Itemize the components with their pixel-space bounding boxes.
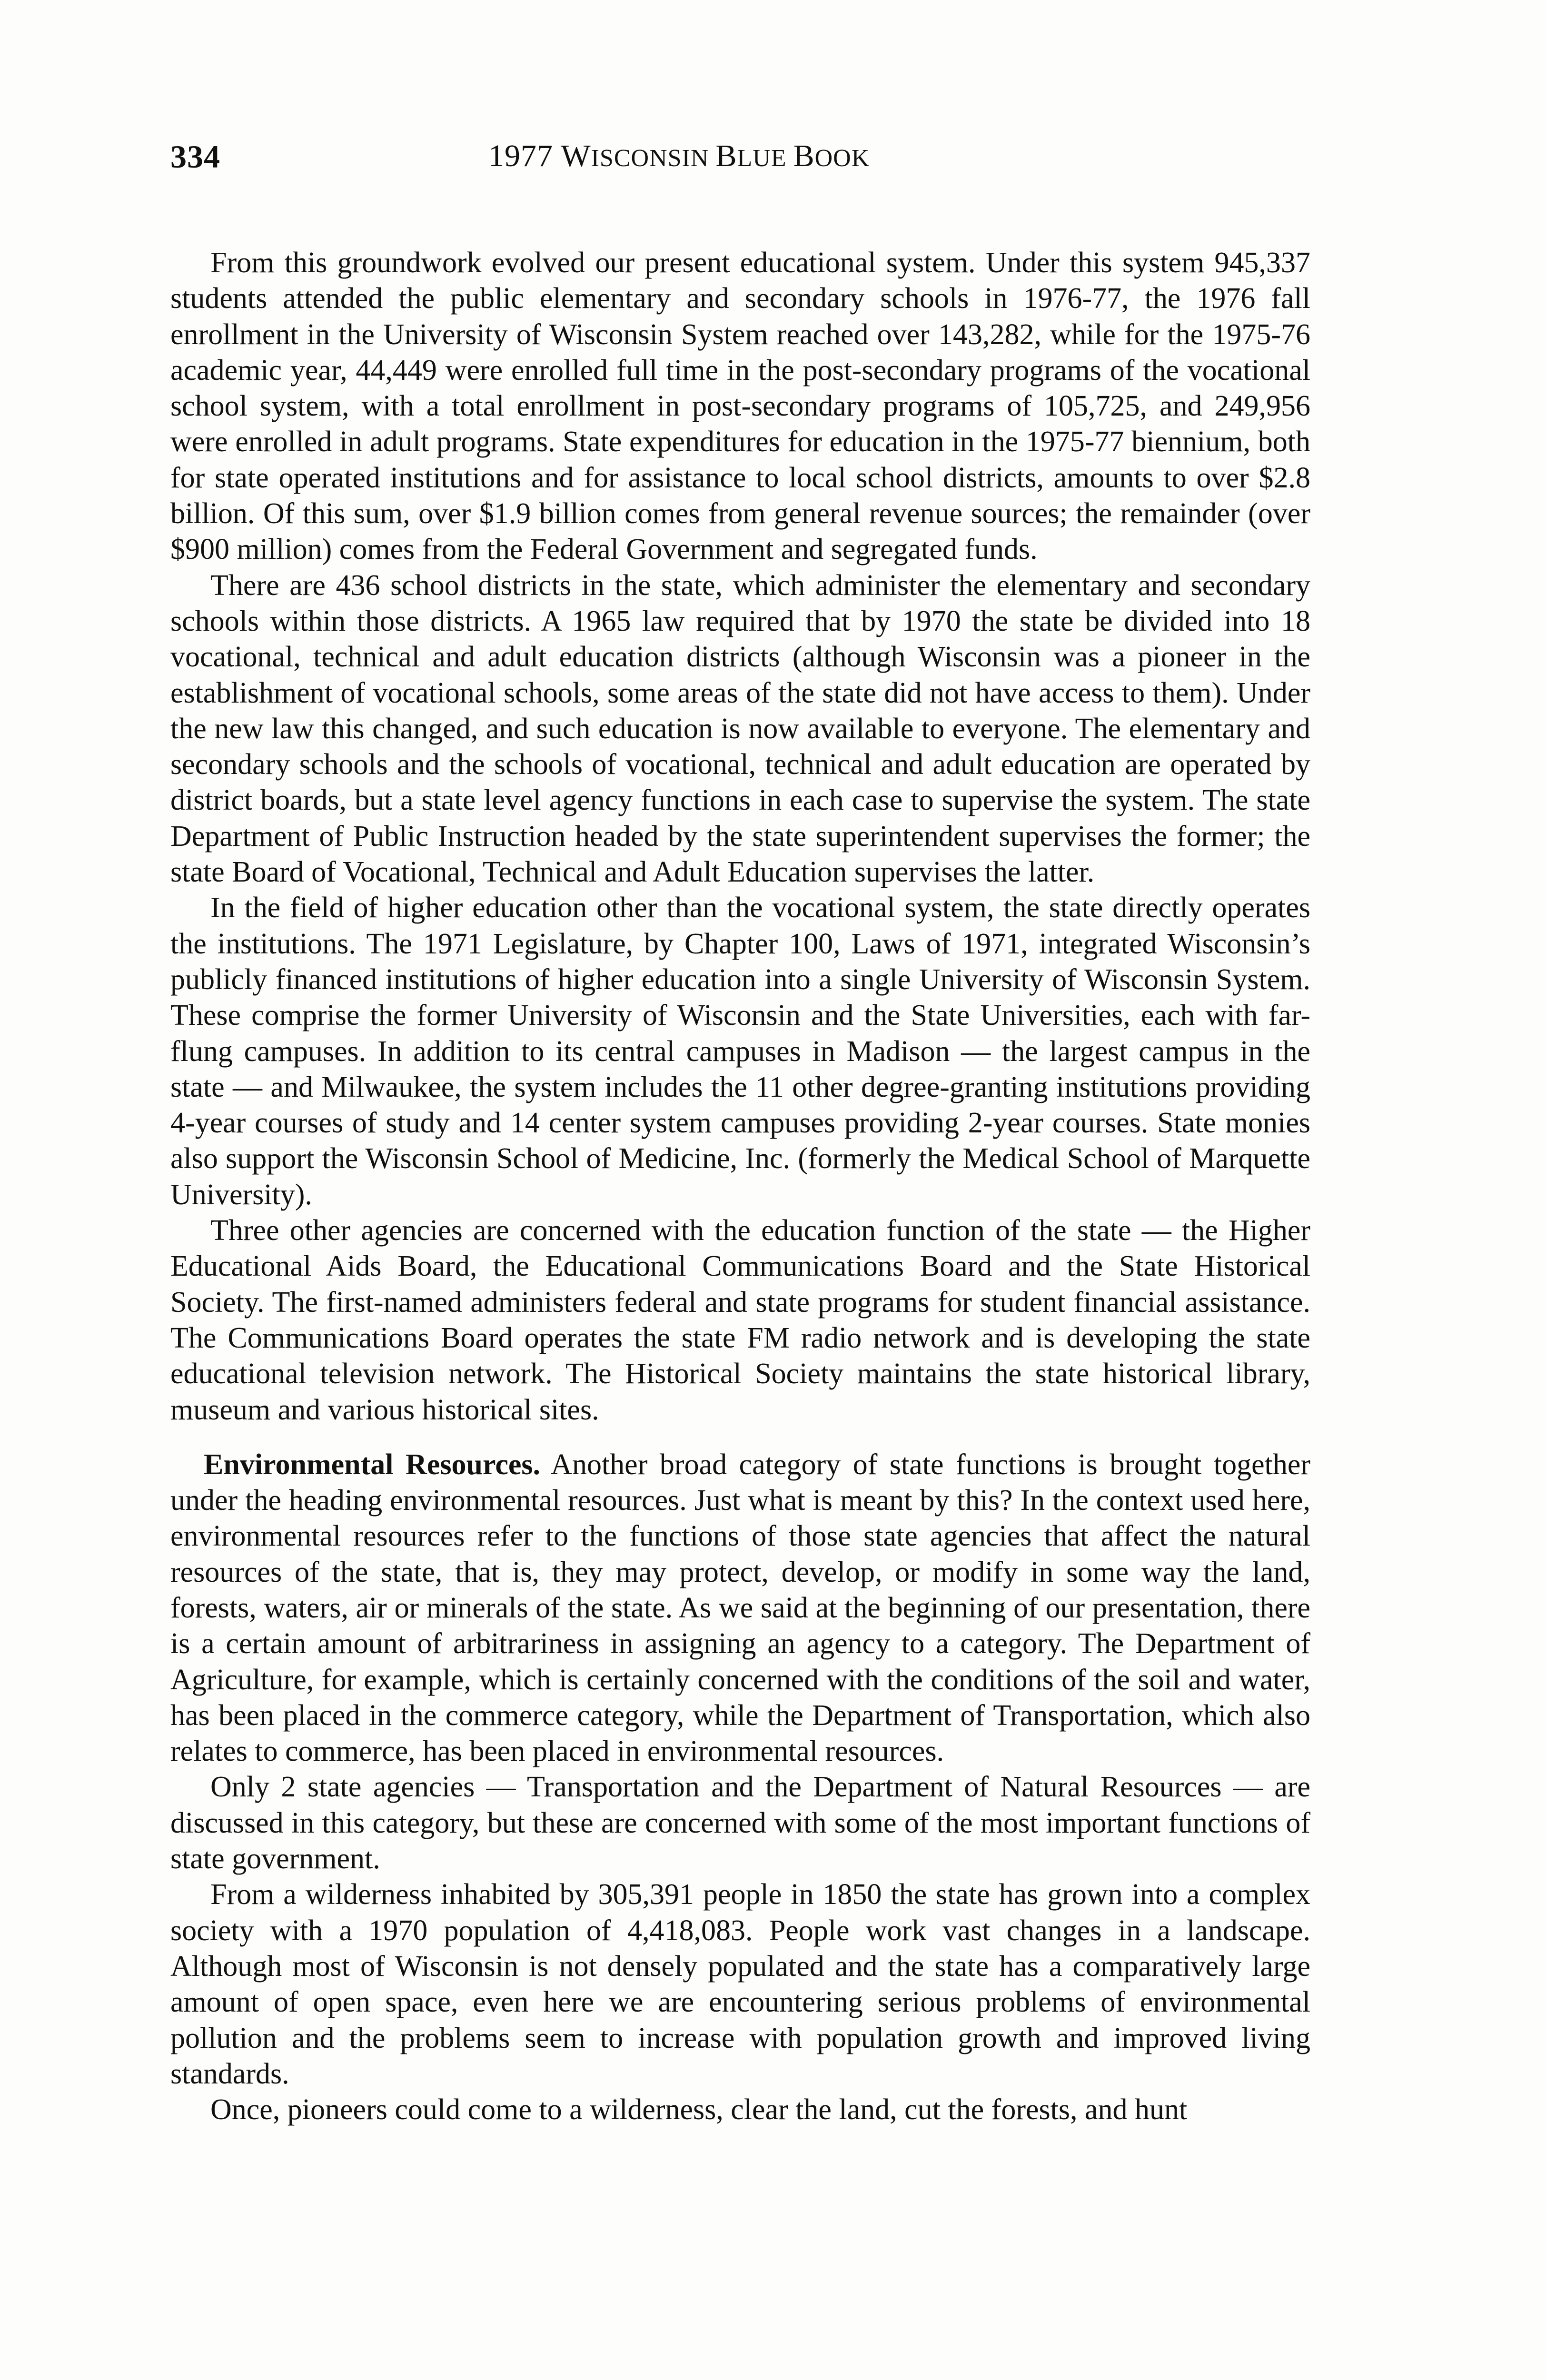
section-intro-text: Another broad category of state functions is brought together under the heading environmental resources. Just what is meant by this? In the context used here, environmental resources refer to the functions of those state agencies that affect the natural resources of the state, that is, they may protect, develop, or modify in some way the land, forests, waters, air or minerals of the state. As we said at the beginning of our presentation, there is a certain amount of arbitrariness in assigning an agency to a category. The Department of Agriculture, for example, which is certainly concerned with the conditions of the soil and water, has been placed in the commerce category, while the Department of Transportation, which also relates to commerce, has been placed in environmental resources. bbox=[170, 1448, 1310, 1768]
paragraph: Only 2 state agencies — Transportation and the Department of Natural Resources — are discussed in this category, but these are concerned with some of the most important functions of state government. bbox=[170, 1771, 1310, 1875]
paragraph: In the field of higher education other than the vocational system, the state directly operates the institutions. The 1971 Legislature, by Chapter 100, Laws of 1971, integrated Wisconsin’s publicly financed institutions of higher education into a single University of Wisconsin System. These comprise the former University of Wisconsin and the State Universities, each with far-flung campuses. In addition to its central campuses in Madison — the largest campus in the state — and Milwaukee, the system includes the 11 other degree-granting institutions providing 4-year courses of study and 14 center system campuses providing 2-year courses. State monies also support the Wisconsin School of Medicine, Inc. (formerly the Medical School of Marquette University). bbox=[170, 892, 1310, 1211]
title-year: 1977 bbox=[488, 139, 561, 173]
paragraph: From this groundwork evolved our present educational system. Under this system 945,337 students attended the public elementary and secondary schools in 1976-77, the 1976 fall enrollment in the University of Wisconsin System reached over 143,282, while for the 1975-76 academic year, 44,449 were enrolled full time in the post-secondary programs of the vocational school system, with a total enrollment in post-secondary programs of 105,725, and 249,956 were enrolled in adult programs. State expenditures for education in the 1975-77 biennium, both for state operated institutions and for assistance to local school districts, amounts to over $2.8 billion. Of this sum, over $1.9 billion comes from general revenue sources; the remainder (over $900 million) comes from the Federal Government and segregated funds. bbox=[170, 247, 1310, 566]
paragraph: From a wilderness inhabited by 305,391 people in 1850 the state has grown into a complex society with a 1970 population of 4,418,083. People work vast changes in a landscape. Although most of Wisconsin is not densely populated and the state has a comparatively large amount of open space, even here we are encountering serious problems of environmental pollution and the problems seem to increase with population growth and improved living standards. bbox=[170, 1878, 1310, 2090]
paragraph: Three other agencies are concerned with the education function of the state — the Higher Educational Aids Board, the Educational Communications Board and the State Historical Society. The first-named administers federal and state programs for student financial assistance. The Communications Board operates the state FM radio network and is developing the state educational television network. The Historical Society maintains the state historical library, museum and various historical sites. bbox=[170, 1214, 1310, 1426]
page-number: 334 bbox=[170, 139, 220, 175]
title-lue: LUE bbox=[737, 145, 793, 172]
paragraph: There are 436 school districts in the state, which administer the elementary and secondary schools within those districts. A 1965 law required that by 1970 the state be divided into 18 vocational, technical and adult education districts (although Wisconsin was a pioneer in the establishment of vocational schools, some areas of the state did not have access to them). Under the new law this changed, and such education is now available to everyone. The elementary and secondary schools and the schools of vocational, technical and adult education are operated by district boards, but a state level agency functions in each case to supervise the system. The state Department of Public Instruction headed by the state superintendent supervises the former; the state Board of Vocational, Technical and Adult Education supervises the latter. bbox=[170, 569, 1310, 889]
environmental-section-intro bbox=[170, 1447, 1310, 1770]
title-b2: B bbox=[793, 139, 815, 173]
running-head bbox=[170, 138, 1322, 190]
section-heading: Environmental Resources. bbox=[204, 1448, 541, 1481]
title-isconsin: ISCONSIN bbox=[591, 145, 716, 172]
running-title bbox=[488, 138, 870, 174]
title-w: W bbox=[561, 139, 591, 173]
body-text bbox=[170, 245, 1310, 2128]
title-b: B bbox=[715, 139, 737, 173]
title-ook: OOK bbox=[814, 145, 870, 172]
paragraph: Once, pioneers could come to a wilderness, clear the land, cut the forests, and hunt bbox=[210, 2093, 1188, 2126]
